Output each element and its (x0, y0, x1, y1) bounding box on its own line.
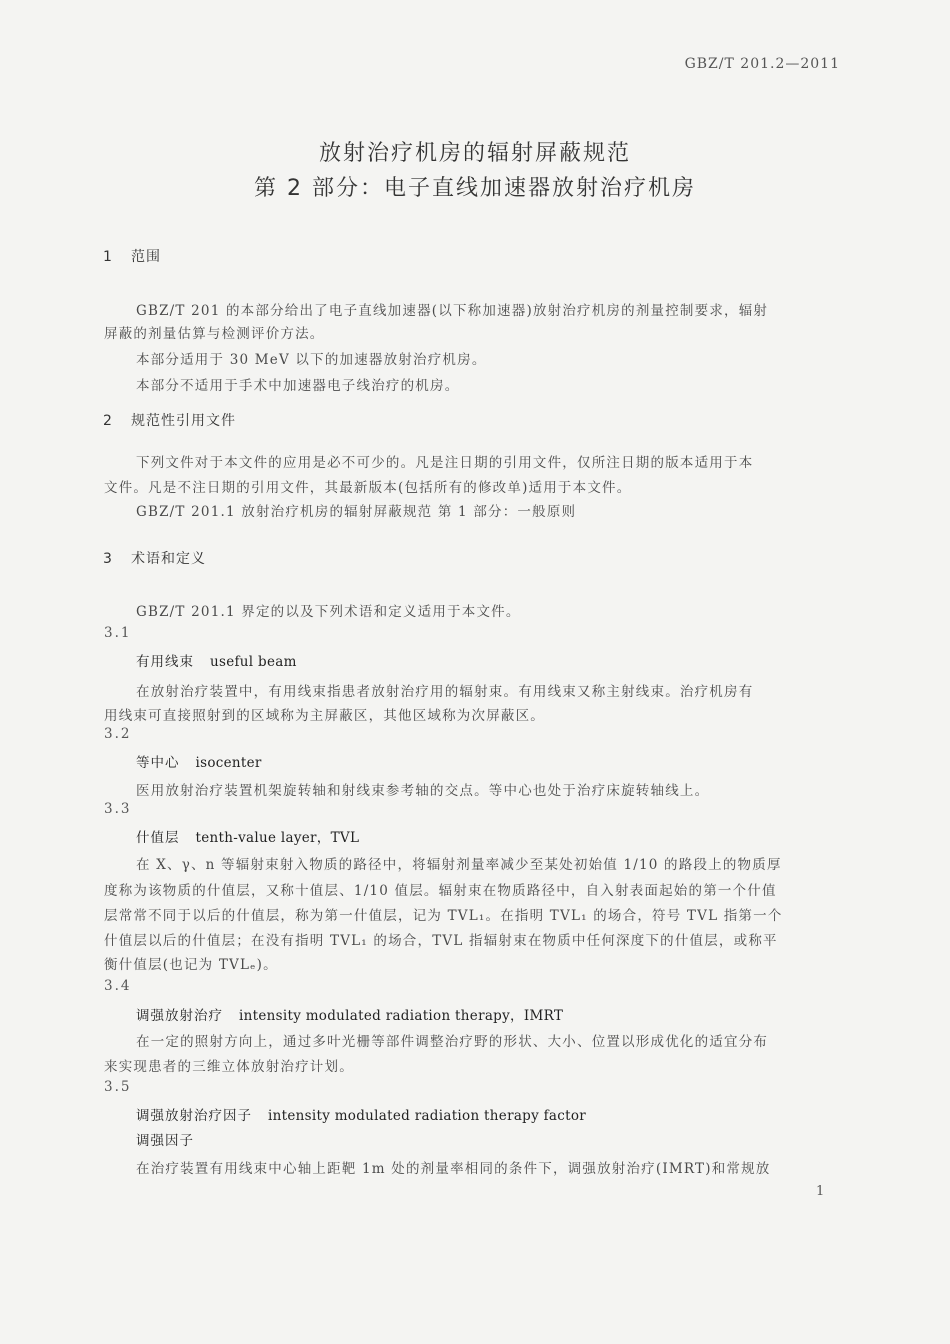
section-title: 术语和定义 (131, 551, 206, 567)
term-en: intensity modulated radiation therapy factor (268, 1108, 587, 1124)
clause-number: 3.4 (104, 978, 132, 994)
paragraph-line: 下列文件对于本文件的应用是必不可少的。凡是注日期的引用文件，仅所注日期的版本适用于本 (136, 455, 754, 471)
term-zh: 调强放射治疗因子 (136, 1108, 252, 1124)
term-entry (136, 650, 297, 670)
definition-line: 在治疗装置有用线束中心轴上距靶 1m 处的剂量率相同的条件下，调强放射治疗(IMRT)和常规放 (136, 1161, 771, 1177)
definition-line: 在 X、γ、n 等辐射束射入物质的路径中，将辐射剂量率减少至某处初始值 1/10 的路段上的物质厚 (136, 857, 782, 873)
definition-line: 在一定的照射方向上，通过多叶光栅等部件调整治疗野的形状、大小、位置以形成优化的适宜分布 (136, 1034, 769, 1050)
clause-number: 3.3 (104, 801, 132, 817)
definition-line: 在放射治疗装置中，有用线束指患者放射治疗用的辐射束。有用线束又称主射线束。治疗机房有 (136, 684, 754, 700)
paragraph-line: 文件。凡是不注日期的引用文件，其最新版本(包括所有的修改单)适用于本文件。 (104, 480, 632, 496)
section-heading-terms (103, 548, 206, 568)
term-alternative: 调强因子 (136, 1133, 194, 1149)
term-en: useful beam (210, 654, 297, 670)
term-zh: 什值层 (136, 830, 180, 846)
section-number: 1 (103, 249, 113, 265)
clause-number: 3.5 (104, 1079, 132, 1095)
term-zh: 等中心 (136, 755, 180, 771)
definition-line: 衡什值层(也记为 TVLₑ)。 (104, 957, 278, 973)
paragraph-line: 本部分适用于 30 MeV 以下的加速器放射治疗机房。 (136, 352, 487, 368)
document-subtitle: 第 2 部分：电子直线加速器放射治疗机房 (254, 176, 696, 201)
term-en: intensity modulated radiation therapy，IMRT (239, 1008, 564, 1024)
definition-line: 医用放射治疗装置机架旋转轴和射线束参考轴的交点。等中心也处于治疗床旋转轴线上。 (136, 783, 710, 799)
definition-line: 层常常不同于以后的什值层，称为第一什值层，记为 TVL₁。在指明 TVL₁ 的场合，符号 TVL 指第一个 (104, 908, 783, 924)
page-number: 1 (816, 1184, 825, 1199)
paragraph-line: GBZ/T 201.1 界定的以及下列术语和定义适用于本文件。 (136, 604, 521, 620)
term-entry (136, 1104, 586, 1124)
section-title: 规范性引用文件 (131, 413, 236, 429)
term-en: tenth-value layer，TVL (195, 830, 360, 846)
section-number: 3 (103, 551, 113, 567)
term-entry (136, 826, 359, 846)
definition-line: 什值层以后的什值层；在没有指明 TVL₁ 的场合，TVL 指辐射束在物质中任何深度下的什值层，或称平 (104, 933, 778, 949)
paragraph-line: 本部分不适用于手术中加速器电子线治疗的机房。 (136, 378, 460, 394)
section-number: 2 (103, 413, 113, 429)
clause-number: 3.2 (104, 726, 132, 742)
definition-line: 用线束可直接照射到的区域称为主屏蔽区，其他区域称为次屏蔽区。 (104, 708, 545, 724)
reference-entry: GBZ/T 201.1 放射治疗机房的辐射屏蔽规范 第 1 部分：一般原则 (136, 504, 577, 520)
standard-code: GBZ/T 201.2—2011 (684, 56, 840, 72)
paragraph-line: GBZ/T 201 的本部分给出了电子直线加速器(以下称加速器)放射治疗机房的剂量控制要求，辐射 (136, 303, 769, 319)
clause-number: 3.1 (104, 625, 132, 641)
section-heading-scope (103, 246, 161, 266)
paragraph-line: 屏蔽的剂量估算与检测评价方法。 (104, 326, 325, 342)
definition-line: 度称为该物质的什值层，又称十值层、1/10 值层。辐射束在物质路径中，自入射表面起始的第一个什值 (104, 883, 777, 899)
section-heading-normative-references (103, 410, 236, 430)
term-entry (136, 751, 262, 771)
definition-line: 来实现患者的三维立体放射治疗计划。 (104, 1059, 354, 1075)
document-title: 放射治疗机房的辐射屏蔽规范 (318, 141, 631, 166)
section-title: 范围 (131, 249, 161, 265)
term-entry (136, 1004, 563, 1024)
term-en: isocenter (195, 755, 262, 771)
term-zh: 有用线束 (136, 654, 194, 670)
term-zh: 调强放射治疗 (136, 1008, 223, 1024)
